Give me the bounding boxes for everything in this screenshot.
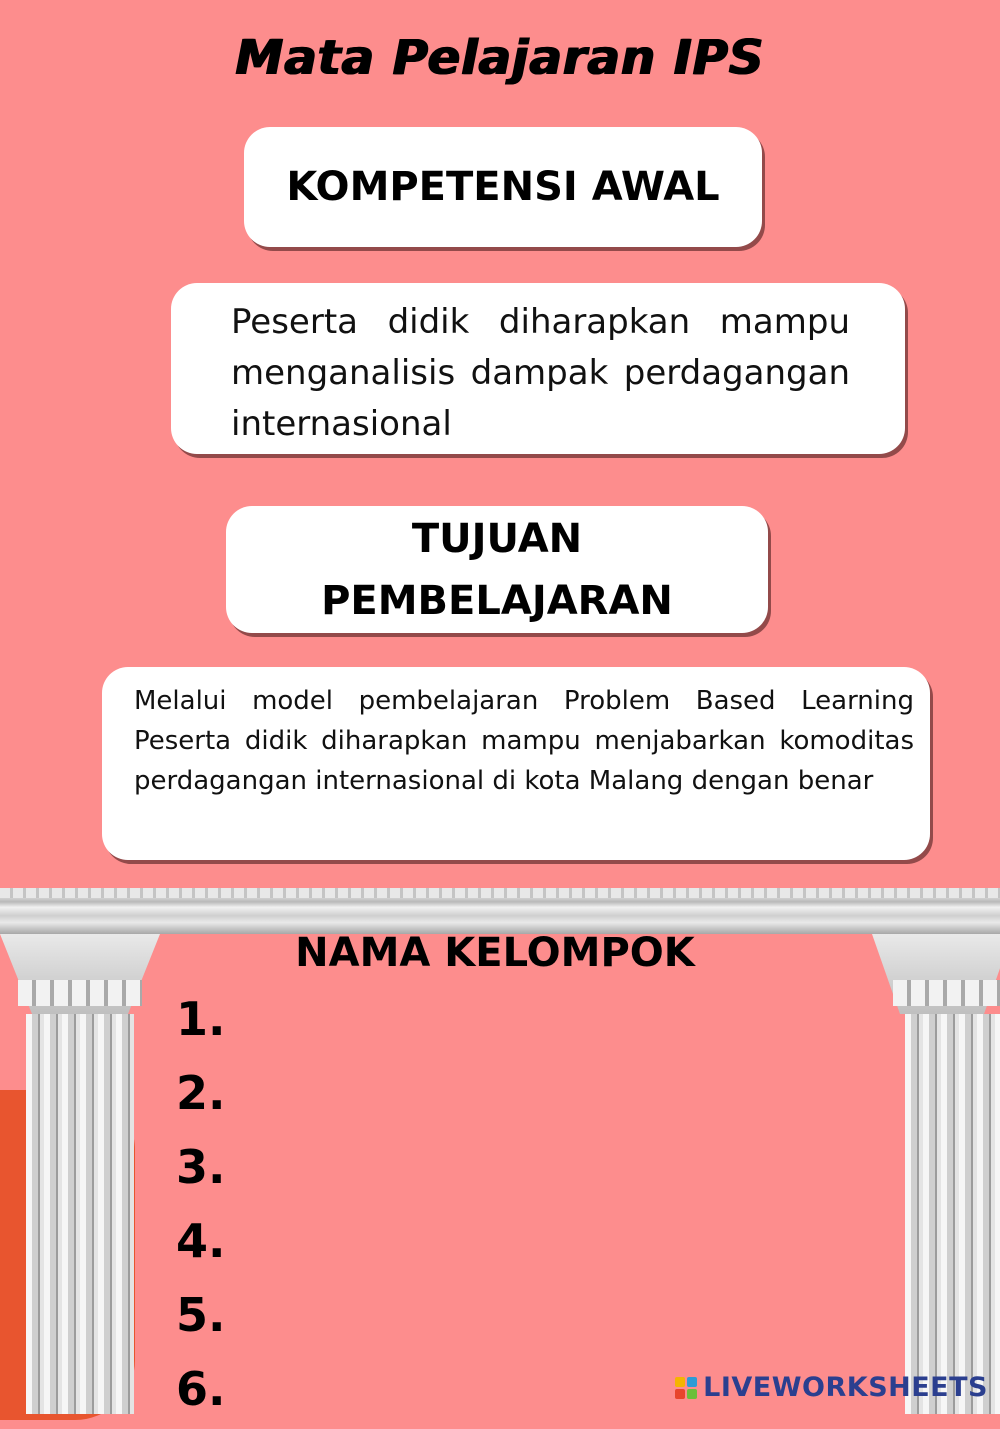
mark-square [687,1389,697,1399]
list-item: 5. [176,1288,226,1342]
tujuan-pembelajaran-text: Melalui model pembelajaran Problem Based Learning Peserta didik diharapkan mampu menjabarkan komoditas perdagangan internasional di kota Malang dengan benar [134,686,914,796]
list-item: 3. [176,1140,226,1194]
tujuan-heading-line-2: PEMBELAJARAN [321,577,673,624]
liveworksheets-text: LIVEWORKSHEETS [703,1372,988,1403]
decorative-beam-molding [0,888,1000,898]
kompetensi-awal-text: Peserta didik diharapkan mampu menganalisis dampak perdagangan internasional [231,302,850,444]
mark-square [687,1377,697,1387]
tujuan-heading-line-1: TUJUAN [411,515,583,562]
nama-kelompok-list [176,985,225,1429]
left-column-shaft [26,1014,134,1414]
kompetensi-awal-body-card [171,283,905,454]
list-item: 4. [176,1214,226,1268]
page-title: Mata Pelajaran IPS [235,30,765,86]
mark-square [675,1389,685,1399]
liveworksheets-mark-icon [675,1377,697,1399]
left-column-capital-band [18,980,142,1006]
tujuan-pembelajaran-heading [321,508,673,632]
list-item: 1. [176,992,226,1046]
kompetensi-awal-heading: KOMPETENSI AWAL [286,164,720,210]
kompetensi-awal-heading-card [244,127,762,247]
tujuan-pembelajaran-body-card [102,667,930,860]
mark-square [675,1377,685,1387]
list-item: 6. [176,1362,226,1416]
liveworksheets-logo [675,1372,988,1403]
nama-kelompok-heading: NAMA KELOMPOK [295,930,695,976]
list-item: 2. [176,1066,226,1120]
right-column-shaft [905,1014,1000,1414]
tujuan-pembelajaran-heading-card [226,506,768,633]
right-column-capital-band [893,980,1000,1006]
